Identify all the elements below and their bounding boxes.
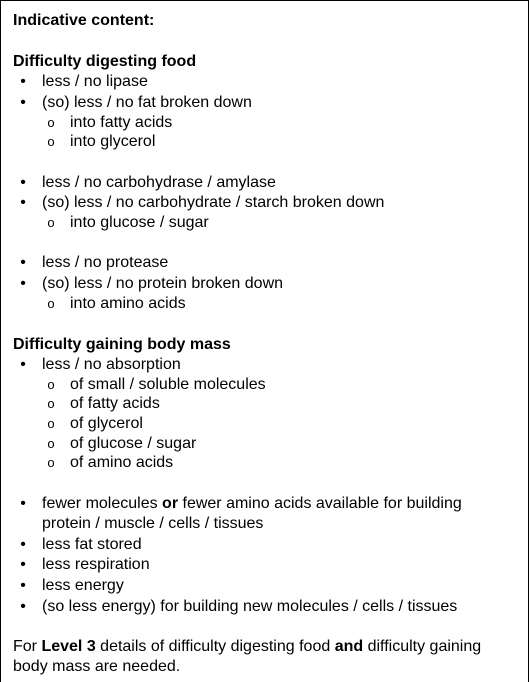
list-item: less respiration	[42, 556, 150, 573]
bullet-icon: •	[20, 194, 26, 211]
list-item	[42, 494, 462, 514]
list-item: into amino acids	[70, 295, 186, 312]
list-item: into glycerol	[70, 133, 156, 150]
list-item: (so less energy) for building new molecules / cells / tissues	[42, 598, 458, 615]
footer-note-line2: body mass are needed.	[13, 658, 181, 675]
list-item: of small / soluble molecules	[70, 376, 266, 393]
footer-bold-and: and	[334, 638, 364, 655]
footer-text: details of difficulty digesting food	[95, 638, 335, 655]
sub-bullet-icon: o	[47, 115, 55, 130]
section-heading-digesting: Difficulty digesting food	[13, 53, 197, 70]
list-item-continuation: protein / muscle / cells / tissues	[42, 515, 264, 532]
list-item: less / no lipase	[42, 73, 148, 90]
list-item: into fatty acids	[70, 114, 173, 131]
footer-note	[13, 637, 481, 657]
list-item-text: fewer molecules	[42, 495, 163, 512]
bullet-icon: •	[20, 174, 26, 191]
bullet-icon: •	[20, 254, 26, 271]
footer-text: For	[13, 638, 42, 655]
sub-bullet-icon: o	[47, 296, 55, 311]
bullet-icon: •	[20, 536, 26, 553]
sub-bullet-icon: o	[47, 416, 55, 431]
sub-bullet-icon: o	[47, 134, 55, 149]
list-item: less / no protease	[42, 254, 169, 271]
bullet-icon: •	[20, 577, 26, 594]
bullet-icon: •	[20, 73, 26, 90]
bullet-icon: •	[20, 598, 26, 615]
sub-bullet-icon: o	[47, 396, 55, 411]
list-item: of glycerol	[70, 415, 143, 432]
list-item: (so) less / no carbohydrate / starch broken down	[42, 194, 385, 211]
list-item: of fatty acids	[70, 395, 160, 412]
list-item: (so) less / no protein broken down	[42, 275, 284, 292]
list-item: (so) less / no fat broken down	[42, 94, 252, 111]
sub-bullet-icon: o	[47, 436, 55, 451]
list-item: less energy	[42, 577, 124, 594]
section-heading-body-mass: Difficulty gaining body mass	[13, 336, 231, 353]
bullet-icon: •	[20, 94, 26, 111]
sub-bullet-icon: o	[47, 215, 55, 230]
bullet-icon: •	[20, 495, 26, 512]
bold-or: or	[162, 495, 179, 512]
sub-bullet-icon: o	[47, 377, 55, 392]
list-item: less / no carbohydrase / amylase	[42, 174, 276, 191]
list-item: less fat stored	[42, 536, 142, 553]
bullet-icon: •	[20, 556, 26, 573]
list-item: of amino acids	[70, 454, 174, 471]
list-item: into glucose / sugar	[70, 214, 209, 231]
list-item: less / no absorption	[42, 356, 181, 373]
page-title: Indicative content:	[13, 12, 155, 29]
bullet-icon: •	[20, 275, 26, 292]
list-item-text: fewer amino acids available for building	[178, 495, 462, 512]
list-item: of glucose / sugar	[70, 435, 197, 452]
bullet-icon: •	[20, 356, 26, 373]
sub-bullet-icon: o	[47, 455, 55, 470]
footer-text: difficulty gaining	[363, 638, 482, 655]
footer-bold-level: Level 3	[41, 638, 96, 655]
